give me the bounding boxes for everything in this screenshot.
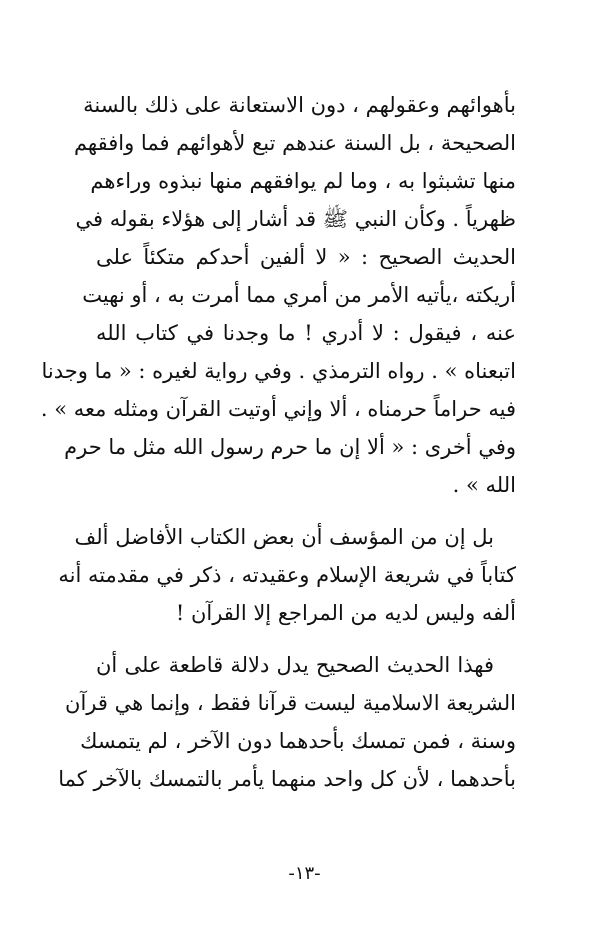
text-line: بأحدهما ، لأن كل واحد منهما يأمر بالتمسك بالآخر كما (58, 767, 516, 791)
text-line: اتبعناه » . رواه الترمذي . وفي رواية لغيره : « ما وجدنا (41, 359, 516, 383)
text-line: وسنة ، فمن تمسك بأحدهما دون الآخر ، لم يتمسك (80, 729, 516, 753)
paragraph-3 (58, 646, 516, 798)
paragraph-gap (96, 632, 516, 646)
text-line: فهذا الحديث الصحيح يدل دلالة قاطعة على أن (96, 653, 494, 677)
paragraph-1 (40, 86, 516, 504)
text-line: بأهوائهم وعقولهم ، دون الاستعانة على ذلك بالسنة (83, 93, 516, 117)
text-line: الله » . (452, 473, 516, 497)
text-line: الحديث الصحيح : « لا ألفين أحدكم متكئاً على (96, 245, 516, 269)
text-line: أريكته ،يأتيه الأمر من أمري مما أمرت به ، أو نهيت (82, 283, 516, 307)
text-line: ألفه وليس لديه من المراجع إلا القرآن ! (175, 601, 516, 625)
page-body (40, 86, 516, 926)
text-line: الصحيحة ، بل السنة عندهم تبع لأهوائهم فما وافقهم (73, 131, 516, 155)
text-line: وفي أخرى : « ألا إن ما حرم رسول الله مثل ما حرم (64, 435, 516, 459)
text-line: فيه حراماً حرمناه ، ألا وإني أوتيت القرآن ومثله معه » . (40, 397, 516, 421)
text-line: منها تشبثوا به ، وما لم يوافقهم منها نبذوه وراءهم (90, 169, 516, 193)
paragraph-2 (58, 518, 516, 632)
paragraph-gap (96, 504, 516, 518)
text-line: كتاباً في شريعة الإسلام وعقيدته ، ذكر في مقدمته أنه (58, 563, 516, 587)
text-line: بل إن من المؤسف أن بعض الكتاب الأفاضل ألف (74, 525, 494, 549)
text-line: عنه ، فيقول : لا أدري ! ما وجدنا في كتاب الله (96, 321, 516, 345)
text-line: الشريعة الاسلامية ليست قرآنا فقط ، وإنما هي قرآن (65, 691, 516, 715)
page-number: -١٣- (288, 863, 321, 884)
text-line: ظهرياً . وكأن النبي ﷺ قد أشار إلى هؤلاء بقوله في (75, 207, 516, 231)
